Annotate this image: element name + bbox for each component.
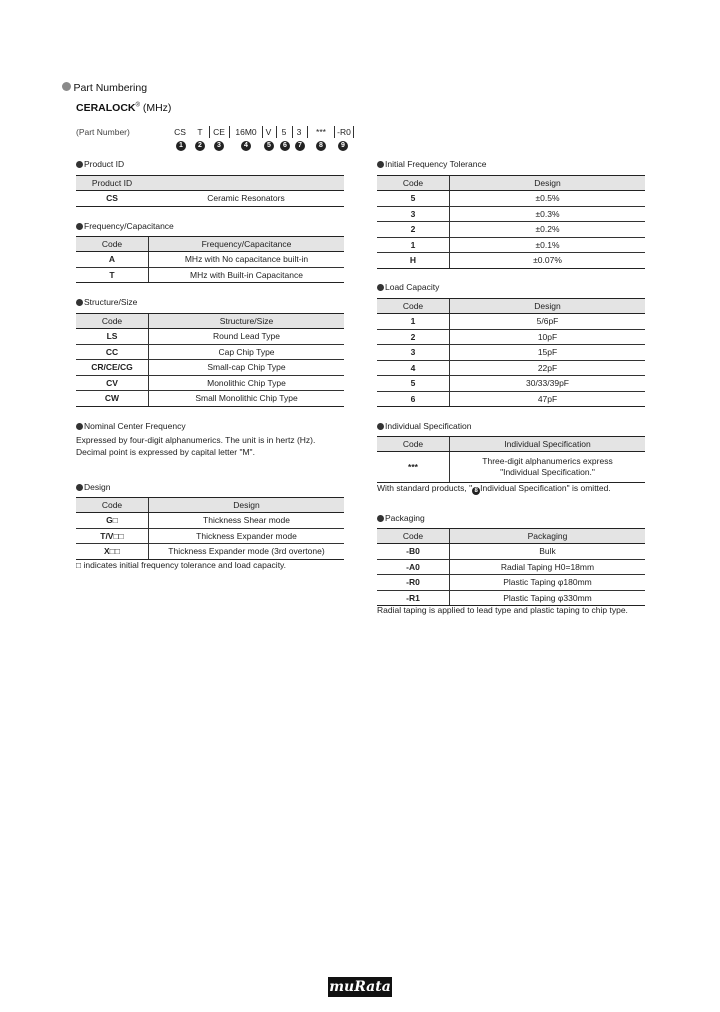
code-cell: A: [76, 252, 149, 268]
column-header: Design: [450, 299, 646, 314]
code-cell: -R1: [377, 590, 450, 606]
code-cell: -B0: [377, 544, 450, 560]
pn-segment: -R0: [337, 127, 351, 137]
marker-icon: [76, 223, 83, 230]
code-cell: 5: [377, 191, 450, 207]
marker-icon: [76, 299, 83, 306]
column-header: Code: [377, 299, 450, 314]
table-row: [377, 360, 645, 376]
column-header: Code: [377, 176, 450, 191]
tolerance-heading: [377, 159, 486, 169]
code-cell: CW: [76, 391, 149, 407]
column-header: Product ID: [76, 176, 148, 191]
registered-mark: ®: [135, 102, 140, 109]
code-cell: LS: [76, 329, 149, 345]
desc-cell: Ceramic Resonators: [148, 191, 344, 207]
table-row: [377, 206, 645, 222]
code-cell: 3: [377, 206, 450, 222]
code-cell: 2: [377, 222, 450, 238]
pn-segment: T: [197, 127, 203, 137]
desc-cell: Radial Taping H0=18mm: [450, 559, 646, 575]
code-cell: CC: [76, 344, 149, 360]
load-table: [377, 298, 645, 407]
pn-segment: V: [265, 127, 272, 137]
product-id-table: [76, 175, 344, 207]
marker-icon: 8: [316, 141, 326, 151]
desc-cell: ±0.5%: [450, 191, 646, 207]
desc-cell: Plastic Taping φ180mm: [450, 575, 646, 591]
tolerance-table: [377, 175, 645, 269]
marker-icon: 2: [195, 141, 205, 151]
heading-text: Nominal Center Frequency: [84, 421, 186, 431]
table-row: [377, 191, 645, 207]
desc-cell: MHz with Built-in Capacitance: [149, 267, 345, 283]
table-row: [377, 314, 645, 330]
marker-icon: 9: [338, 141, 348, 151]
marker-icon: 3: [214, 141, 224, 151]
section-header: [62, 82, 147, 94]
code-cell: T: [76, 267, 149, 283]
column-header: Code: [377, 529, 450, 544]
table-row: [377, 345, 645, 361]
heading-text: Load Capacity: [385, 282, 440, 292]
marker-icon: 8: [472, 487, 480, 495]
marker-icon: 6: [280, 141, 290, 151]
desc-cell: ±0.1%: [450, 237, 646, 253]
desc-cell: 47pF: [450, 391, 646, 407]
marker-icon: 7: [295, 141, 305, 151]
desc-cell: Small Monolithic Chip Type: [149, 391, 345, 407]
desc-cell: Plastic Taping φ330mm: [450, 590, 646, 606]
table-row: [76, 375, 344, 391]
freq-cap-heading: [76, 221, 174, 231]
marker-icon: [76, 423, 83, 430]
load-heading: [377, 282, 439, 292]
pn-segment: ***: [316, 127, 326, 137]
column-header: [148, 176, 344, 191]
heading-text: Initial Frequency Tolerance: [385, 159, 487, 169]
desc-cell: 30/33/39pF: [450, 376, 646, 392]
heading-text: Design: [84, 482, 111, 492]
packaging-table: [377, 528, 645, 606]
table-row: [377, 253, 645, 269]
marker-icon: 4: [241, 141, 251, 151]
desc-cell: Small-cap Chip Type: [149, 360, 345, 376]
desc-cell: Thickness Expander mode: [149, 528, 345, 544]
column-header: Structure/Size: [149, 314, 345, 329]
individual-table: [377, 436, 645, 483]
table-row: [377, 559, 645, 575]
table-row: [76, 513, 344, 529]
code-cell: CR/CE/CG: [76, 360, 149, 376]
pn-segment: CE: [213, 127, 225, 137]
murata-logo: muRata: [329, 979, 391, 995]
desc-line: "Individual Specification.": [500, 467, 595, 477]
code-cell: -A0: [377, 559, 450, 575]
column-header: Design: [149, 498, 345, 513]
individual-note: [377, 482, 611, 495]
code-cell: -R0: [377, 575, 450, 591]
structure-heading: [76, 297, 137, 307]
table-row: [76, 344, 344, 360]
table-row: [377, 222, 645, 238]
pn-segment: CS: [174, 127, 186, 137]
heading-text: Frequency/Capacitance: [84, 221, 174, 231]
table-row: [76, 360, 344, 376]
heading-text: Structure/Size: [84, 297, 138, 307]
marker-icon: [377, 515, 384, 522]
code-cell: X□□: [76, 544, 149, 560]
table-row: [76, 329, 344, 345]
desc-cell: ±0.07%: [450, 253, 646, 269]
code-cell: 3: [377, 345, 450, 361]
marker-icon: [377, 284, 384, 291]
desc-cell: 22pF: [450, 360, 646, 376]
column-header: Design: [450, 176, 646, 191]
pn-divider: [229, 126, 230, 138]
design-note: □ indicates initial frequency tolerance and load capacity.: [76, 560, 287, 570]
code-cell: ***: [377, 452, 450, 483]
page-title: Part Numbering: [73, 82, 148, 94]
marker-icon: 1: [176, 141, 186, 151]
heading-text: Product ID: [84, 159, 125, 169]
code-cell: T/V□□: [76, 528, 149, 544]
desc-cell: 10pF: [450, 329, 646, 345]
product-unit: (MHz): [139, 102, 172, 114]
table-row: [377, 575, 645, 591]
desc-cell: Bulk: [450, 544, 646, 560]
code-cell: 1: [377, 237, 450, 253]
column-header: Individual Specification: [450, 437, 646, 452]
table-row: [377, 544, 645, 560]
nominal-heading: [76, 421, 186, 431]
table-row: [76, 544, 344, 560]
code-cell: 6: [377, 391, 450, 407]
code-cell: 4: [377, 360, 450, 376]
desc-line: Three-digit alphanumerics express: [482, 456, 613, 466]
marker-icon: 5: [264, 141, 274, 151]
pn-segment: 16M0: [235, 127, 257, 137]
pn-divider: [276, 126, 277, 138]
marker-icon: [377, 161, 384, 168]
part-number-label: (Part Number): [76, 127, 130, 137]
packaging-note: Radial taping is applied to lead type and plastic taping to chip type.: [377, 605, 628, 615]
note-text: With standard products, ": [377, 483, 473, 493]
desc-cell: MHz with No capacitance built-in: [149, 252, 345, 268]
column-header: Code: [76, 498, 149, 513]
note-text: Individual Specification" is omitted.: [480, 483, 611, 493]
nominal-text: [76, 434, 315, 458]
table-row: [76, 191, 344, 207]
column-header: Code: [377, 437, 450, 452]
desc-cell: [450, 452, 646, 483]
code-cell: CS: [76, 191, 148, 207]
table-row: [377, 391, 645, 407]
column-header: Code: [76, 314, 149, 329]
column-header: Frequency/Capacitance: [149, 237, 345, 252]
pn-segment: 3: [296, 127, 302, 137]
table-row: [377, 376, 645, 392]
marker-icon: [76, 161, 83, 168]
desc-cell: Thickness Expander mode (3rd overtone): [149, 544, 345, 560]
freq-cap-table: [76, 236, 344, 283]
code-cell: 5: [377, 376, 450, 392]
packaging-heading: [377, 513, 425, 523]
code-cell: 1: [377, 314, 450, 330]
table-row: [76, 528, 344, 544]
desc-cell: Monolithic Chip Type: [149, 375, 345, 391]
nominal-line: Decimal point is expressed by capital letter "M".: [76, 447, 255, 457]
product-title: [76, 102, 171, 114]
table-row: [377, 329, 645, 345]
table-row: [76, 391, 344, 407]
desc-cell: Round Lead Type: [149, 329, 345, 345]
column-header: Packaging: [450, 529, 646, 544]
pn-segment: 5: [281, 127, 287, 137]
nominal-line: Expressed by four-digit alphanumerics. The unit is in hertz (Hz).: [76, 435, 316, 445]
marker-icon: [76, 484, 83, 491]
individual-heading: [377, 421, 471, 431]
marker-icon: [377, 423, 384, 430]
desc-cell: Cap Chip Type: [149, 344, 345, 360]
heading-text: Individual Specification: [385, 421, 472, 431]
desc-cell: 5/6pF: [450, 314, 646, 330]
product-id-heading: [76, 159, 124, 169]
pn-divider: [307, 126, 308, 138]
column-header: Code: [76, 237, 149, 252]
code-cell: CV: [76, 375, 149, 391]
table-row: [76, 267, 344, 283]
code-cell: 2: [377, 329, 450, 345]
code-cell: G□: [76, 513, 149, 529]
design-table: [76, 497, 344, 560]
product-name: CERALOCK: [76, 102, 136, 114]
desc-cell: ±0.2%: [450, 222, 646, 238]
heading-text: Packaging: [385, 513, 425, 523]
desc-cell: ±0.3%: [450, 206, 646, 222]
pn-divider: [353, 126, 354, 138]
table-row: [76, 252, 344, 268]
structure-table: [76, 313, 344, 407]
design-heading: [76, 482, 110, 492]
table-row: [377, 452, 645, 483]
desc-cell: Thickness Shear mode: [149, 513, 345, 529]
table-row: [377, 237, 645, 253]
code-cell: H: [377, 253, 450, 269]
desc-cell: 15pF: [450, 345, 646, 361]
bullet-icon: [62, 82, 71, 91]
